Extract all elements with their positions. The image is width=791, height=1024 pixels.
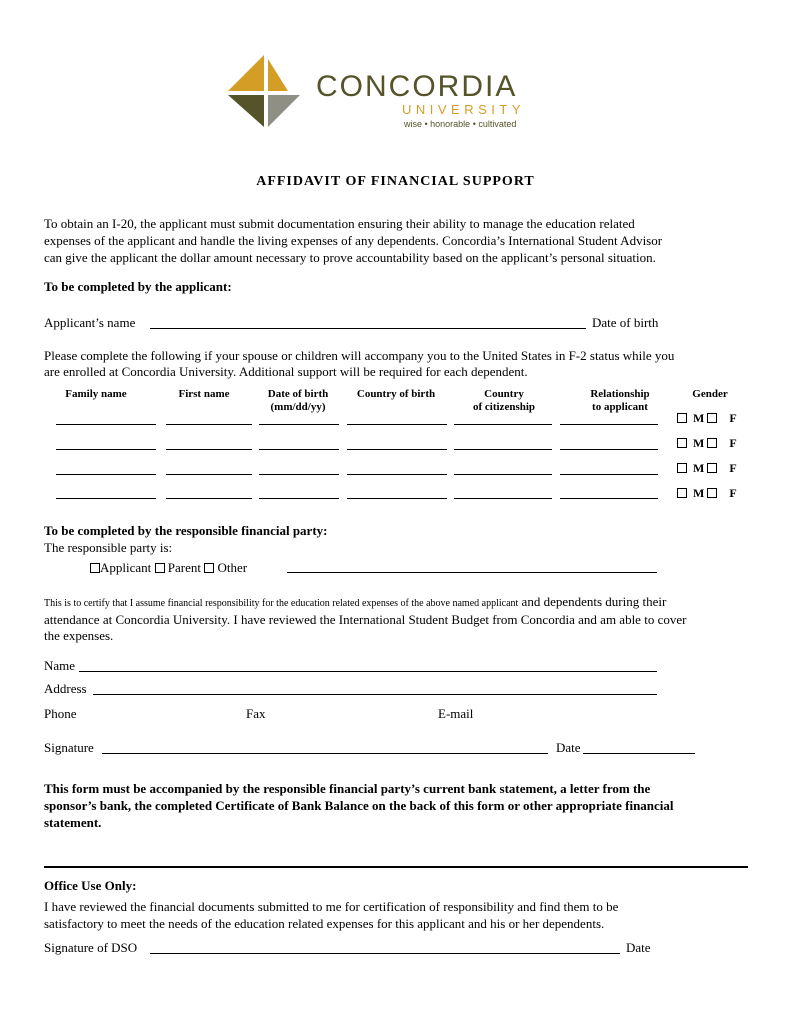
date-field[interactable] bbox=[583, 753, 695, 754]
dob-field[interactable] bbox=[259, 424, 339, 425]
dob-field[interactable] bbox=[259, 449, 339, 450]
gender-f-checkbox[interactable] bbox=[707, 438, 717, 448]
applicant-checkbox[interactable] bbox=[90, 563, 100, 573]
gender-options bbox=[677, 436, 737, 451]
notice-line: This form must be accompanied by the responsible financial party’s current bank statement, a letter from the bbox=[44, 781, 651, 796]
gender-f-checkbox[interactable] bbox=[707, 413, 717, 423]
signature-field[interactable] bbox=[102, 753, 548, 754]
gender-f-checkbox[interactable] bbox=[707, 463, 717, 473]
gender-options bbox=[677, 411, 737, 426]
country-of-birth-field[interactable] bbox=[347, 498, 447, 499]
citizenship-field[interactable] bbox=[454, 424, 552, 425]
office-line: I have reviewed the financial documents submitted to me for certification of responsibility and find them to be bbox=[44, 899, 619, 914]
col-first-name: First name bbox=[178, 388, 230, 400]
date-of-birth-label: Date of birth bbox=[592, 315, 659, 330]
intro-line: expenses of the applicant and handle the living expenses of any dependents. Concordia’s International Student Advisor bbox=[44, 233, 663, 248]
office-use-heading: Office Use Only: bbox=[44, 878, 137, 893]
country-of-birth-field[interactable] bbox=[347, 424, 447, 425]
certification-line: attendance at Concordia University. I have reviewed the International Student Budget from Concordia and am able to cover bbox=[44, 612, 687, 627]
parent-checkbox[interactable] bbox=[155, 563, 165, 573]
gender-f-label: F bbox=[729, 411, 737, 425]
family-name-field[interactable] bbox=[56, 498, 156, 499]
other-option-label: Other bbox=[217, 560, 248, 575]
office-line: satisfactory to meet the needs of the education related expenses for this applicant and his or her dependents. bbox=[44, 916, 605, 931]
phone-label: Phone bbox=[44, 706, 77, 721]
relationship-field[interactable] bbox=[560, 498, 658, 499]
gender-f-label: F bbox=[729, 461, 737, 475]
first-name-field[interactable] bbox=[166, 498, 252, 499]
first-name-field[interactable] bbox=[166, 474, 252, 475]
bank-statement-notice bbox=[44, 780, 754, 831]
gender-m-checkbox[interactable] bbox=[677, 413, 687, 423]
certification-line bbox=[44, 594, 749, 612]
country-of-birth-field[interactable] bbox=[347, 474, 447, 475]
first-name-field[interactable] bbox=[166, 424, 252, 425]
gender-m-label: M bbox=[693, 436, 705, 450]
citizenship-field[interactable] bbox=[454, 449, 552, 450]
other-checkbox[interactable] bbox=[204, 563, 214, 573]
dso-signature-field[interactable] bbox=[150, 953, 620, 954]
gender-f-label: F bbox=[729, 436, 737, 450]
relationship-field[interactable] bbox=[560, 424, 658, 425]
gender-f-checkbox[interactable] bbox=[707, 488, 717, 498]
family-name-field[interactable] bbox=[56, 449, 156, 450]
family-name-field[interactable] bbox=[56, 474, 156, 475]
financial-party-heading: To be completed by the responsible financial party: bbox=[44, 523, 328, 538]
brand-name: CONCORDIA bbox=[316, 70, 518, 103]
certification-small-text: This is to certify that I assume financial responsibility for the education related expenses of the above named applicant bbox=[44, 598, 519, 609]
dependents-line: Please complete the following if your spouse or children will accompany you to the United States in F-2 status while you bbox=[44, 348, 675, 363]
dso-signature-label: Signature of DSO bbox=[44, 940, 138, 955]
col-relationship: Relationship to applicant bbox=[590, 388, 650, 413]
fax-label: Fax bbox=[246, 706, 266, 721]
certification-line: the expenses. bbox=[44, 628, 114, 643]
relationship-field[interactable] bbox=[560, 474, 658, 475]
name-label: Name bbox=[44, 658, 76, 673]
applicant-section-heading: To be completed by the applicant: bbox=[44, 279, 232, 294]
address-field[interactable] bbox=[93, 694, 657, 695]
country-of-birth-field[interactable] bbox=[347, 449, 447, 450]
col-country-of-birth: Country of birth bbox=[356, 388, 436, 400]
brand-tagline: wise • honorable • cultivated bbox=[404, 119, 517, 129]
citizenship-field[interactable] bbox=[454, 474, 552, 475]
gender-m-label: M bbox=[693, 486, 705, 500]
responsible-party-options bbox=[90, 560, 247, 576]
concordia-logo-icon bbox=[228, 55, 300, 127]
brand-subtitle: UNIVERSITY bbox=[402, 102, 526, 117]
relationship-field[interactable] bbox=[560, 449, 658, 450]
col-date-of-birth: Date of birth (mm/dd/yy) bbox=[267, 388, 329, 413]
gender-options bbox=[677, 461, 737, 476]
notice-line: sponsor’s bank, the completed Certificate of Bank Balance on the back of this form or other appropriate financial bbox=[44, 798, 674, 813]
gender-options bbox=[677, 486, 737, 501]
other-specify-field[interactable] bbox=[287, 572, 657, 573]
first-name-field[interactable] bbox=[166, 449, 252, 450]
dependents-instructions bbox=[44, 348, 754, 380]
certification-paragraph bbox=[44, 594, 749, 644]
certification-text: and dependents during their bbox=[518, 594, 667, 609]
form-title: AFFIDAVIT OF FINANCIAL SUPPORT bbox=[256, 174, 535, 189]
gender-f-label: F bbox=[729, 486, 737, 500]
applicant-name-label: Applicant’s name bbox=[44, 315, 136, 330]
dependents-line: are enrolled at Concordia University. Additional support will be required for each dependent. bbox=[44, 364, 528, 379]
signature-label: Signature bbox=[44, 740, 94, 755]
notice-line: statement. bbox=[44, 815, 102, 830]
gender-m-checkbox[interactable] bbox=[677, 488, 687, 498]
applicant-option-label: Applicant bbox=[100, 560, 152, 575]
gender-m-checkbox[interactable] bbox=[677, 463, 687, 473]
citizenship-field[interactable] bbox=[454, 498, 552, 499]
name-field[interactable] bbox=[79, 671, 657, 672]
office-use-text bbox=[44, 898, 754, 932]
address-label: Address bbox=[44, 681, 87, 696]
date-label: Date bbox=[556, 740, 581, 755]
col-country-of-citizenship: Country of citizenship bbox=[472, 388, 536, 413]
parent-option-label: Parent bbox=[167, 560, 201, 575]
email-label: E-mail bbox=[438, 706, 474, 721]
intro-line: To obtain an I-20, the applicant must submit documentation ensuring their ability to manage the education related bbox=[44, 216, 635, 231]
intro-line: can give the applicant the dollar amount necessary to prove accountability based on the applicant’s personal situation. bbox=[44, 250, 656, 265]
section-divider bbox=[44, 866, 748, 868]
gender-m-checkbox[interactable] bbox=[677, 438, 687, 448]
gender-m-label: M bbox=[693, 461, 705, 475]
family-name-field[interactable] bbox=[56, 424, 156, 425]
applicant-name-field[interactable] bbox=[150, 328, 586, 329]
dob-field[interactable] bbox=[259, 474, 339, 475]
responsible-party-label: The responsible party is: bbox=[44, 540, 173, 555]
gender-m-label: M bbox=[693, 411, 705, 425]
col-family-name: Family name bbox=[65, 388, 127, 400]
col-gender: Gender bbox=[692, 388, 728, 400]
dso-date-label: Date bbox=[626, 940, 651, 955]
dob-field[interactable] bbox=[259, 498, 339, 499]
intro-paragraph bbox=[44, 215, 744, 266]
